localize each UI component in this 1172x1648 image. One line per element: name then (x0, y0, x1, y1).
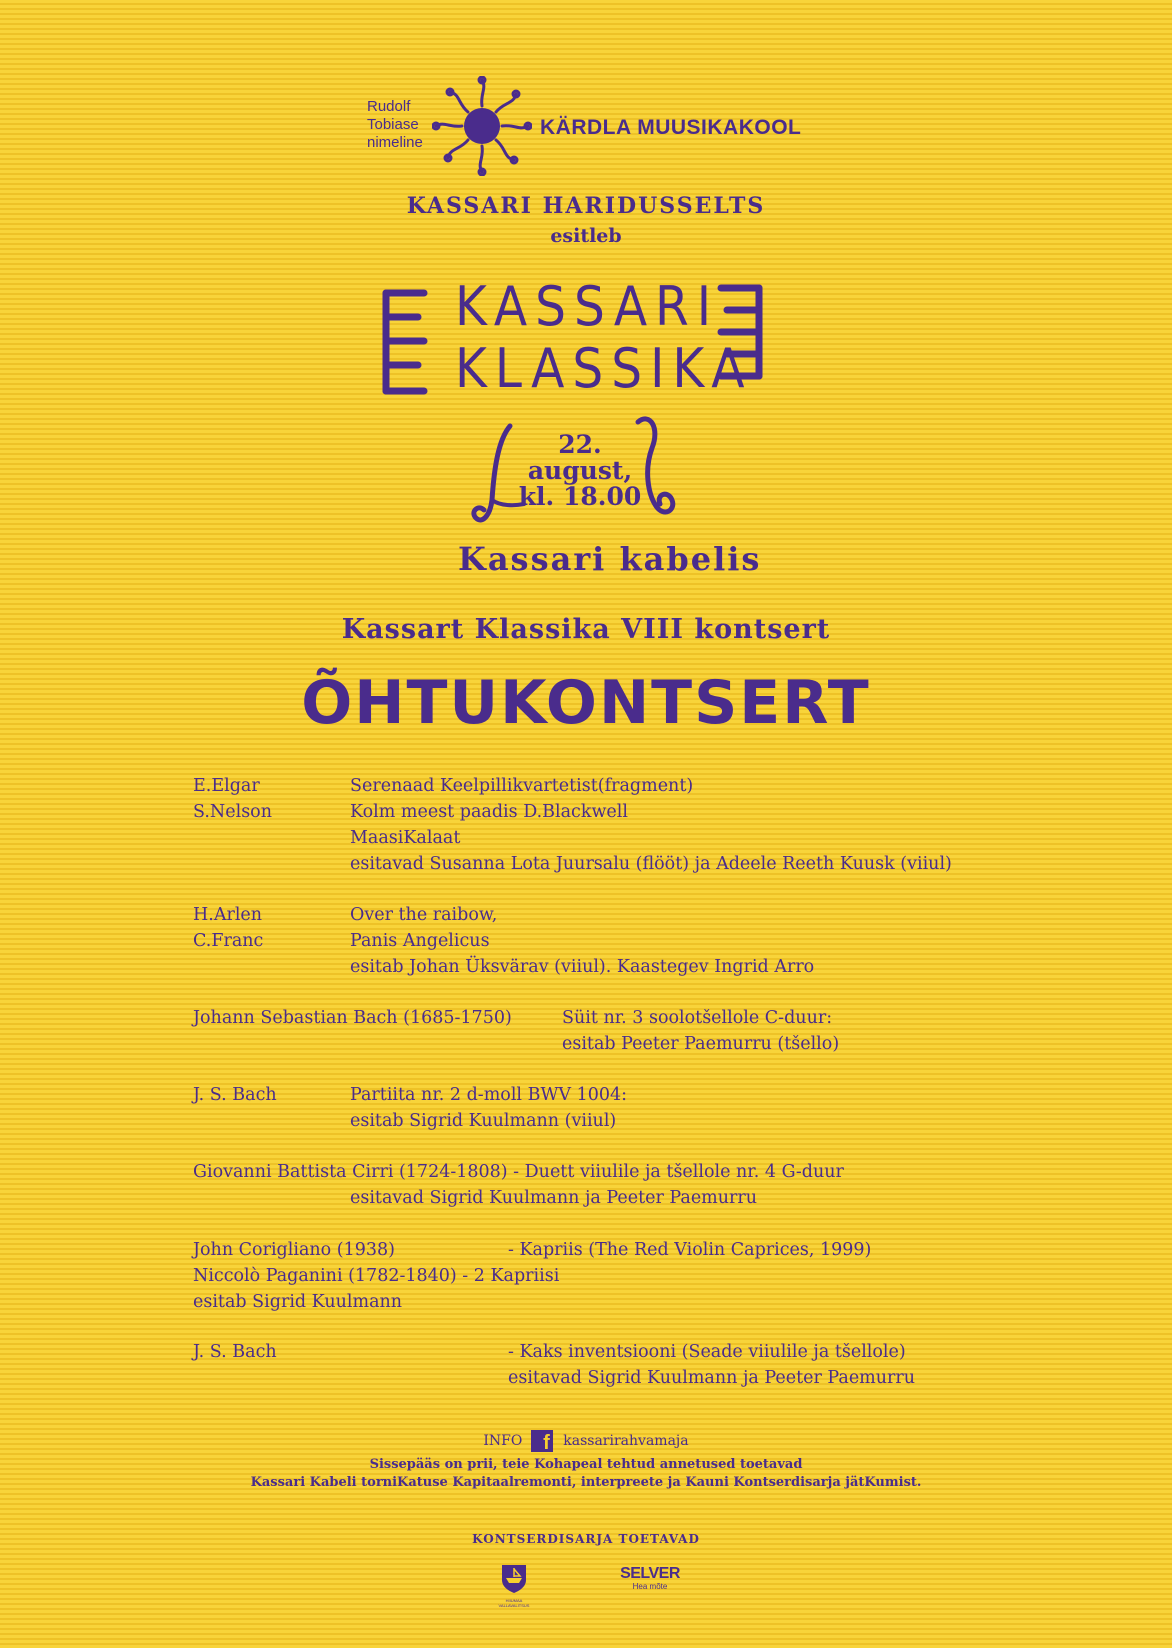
logo-line-2: Tobiase (367, 116, 419, 133)
composer: John Corigliano (1938) (193, 1240, 395, 1260)
composer-and-work: Niccolò Paganini (1782-1840) - 2 Kapriisi (193, 1266, 560, 1286)
work: Partiita nr. 2 d-moll BWV 1004: (350, 1085, 628, 1105)
work: Over the raibow, (350, 905, 498, 925)
work: MaasiKalaat (350, 828, 461, 848)
brand-line-1: KASSARI (455, 275, 720, 338)
brand-line-2: KLASSIKA (455, 337, 753, 400)
school-name: KÄRDLA MUUSIKAKOOL (540, 116, 802, 139)
performers: esitab Sigrid Kuulmann (viiul) (350, 1111, 617, 1131)
facebook-handle[interactable]: kassarirahvamaja (563, 1433, 689, 1449)
right-scroll-decoration (630, 414, 680, 524)
selver-logo: SELVER (620, 1565, 680, 1582)
event-day: 22. (558, 430, 602, 459)
event-month: august, (527, 456, 633, 485)
performers: esitab Sigrid Kuulmann (193, 1292, 403, 1312)
composer-and-work: Giovanni Battista Cirri (1724-1808) - Duett viiulile ja tšellole nr. 4 G-duur (193, 1162, 844, 1182)
composer: C.Franc (193, 931, 264, 951)
brand-title (455, 276, 753, 400)
event-venue: Kassari kabelis (458, 540, 762, 578)
info-label: INFO (483, 1433, 523, 1449)
work: Kolm meest paadis D.Blackwell (350, 802, 628, 822)
facebook-icon[interactable]: f (531, 1430, 553, 1452)
composer: E.Elgar (193, 776, 260, 796)
event-time: kl. 18.00 (518, 482, 642, 511)
selver-tagline: Hea mõte (632, 1582, 668, 1591)
sponsor-hiiumaa-caption: HIIUMAA VALLAVALITSUS (498, 1598, 530, 1608)
performers: esitab Johan Üksvärav (viiul). Kaastegev Ingrid Arro (350, 957, 815, 977)
concert-subtitle: Kassart Klassika VIII kontsert (341, 614, 831, 645)
composer: S.Nelson (193, 802, 272, 822)
performers: esitavad Sigrid Kuulmann ja Peeter Paemurru (350, 1188, 758, 1208)
performers: esitavad Susanna Lota Juursalu (flööt) ja Adeele Reeth Kuusk (viiul) (350, 854, 952, 874)
logo-line-3: nimeline (367, 134, 423, 151)
work: Panis Angelicus (350, 931, 490, 951)
sun-logo-icon (432, 76, 532, 176)
work: - Kapriis (The Red Violin Caprices, 1999) (508, 1240, 872, 1260)
left-bracket-decoration (378, 287, 430, 397)
concert-title: ÕHTUKONTSERT (301, 668, 871, 738)
performers: esitavad Sigrid Kuulmann ja Peeter Paemurru (508, 1368, 916, 1388)
right-bracket-decoration (715, 282, 767, 382)
work: Süit nr. 3 soolotšellole C-duur: (562, 1008, 833, 1028)
organizer-name: KASSARI HARIDUSSELTS (406, 193, 766, 219)
sponsor-hiiumaa (494, 1562, 534, 1608)
coat-of-arms-icon (499, 1562, 529, 1594)
sponsors-heading: KONTSERDISARJA TOETAVAD (472, 1532, 700, 1546)
composer: J. S. Bach (193, 1085, 277, 1105)
logo-line-1: Rudolf (367, 98, 411, 115)
performers: esitab Peeter Paemurru (tšello) (562, 1034, 840, 1054)
work: Serenaad Keelpillikvartetist(fragment) (350, 776, 694, 796)
info-line (0, 1430, 1172, 1452)
work: - Kaks inventsiooni (Seade viiulile ja tšellole) (508, 1342, 906, 1362)
sponsor-selver (620, 1566, 680, 1591)
donation-note-line-1: Sissepääs on prii, teie Kohapeal tehtud annetused toetavad (369, 1457, 803, 1472)
composer: Johann Sebastian Bach (1685-1750) (193, 1008, 512, 1028)
composer: J. S. Bach (193, 1342, 277, 1362)
presents-label: esitleb (550, 225, 622, 247)
donation-note-line-2: Kassari Kabeli torniKatuse Kapitaalremonti, interpreete ja Kauni Kontserdisarja jätKumist. (250, 1475, 922, 1490)
composer: H.Arlen (193, 905, 263, 925)
